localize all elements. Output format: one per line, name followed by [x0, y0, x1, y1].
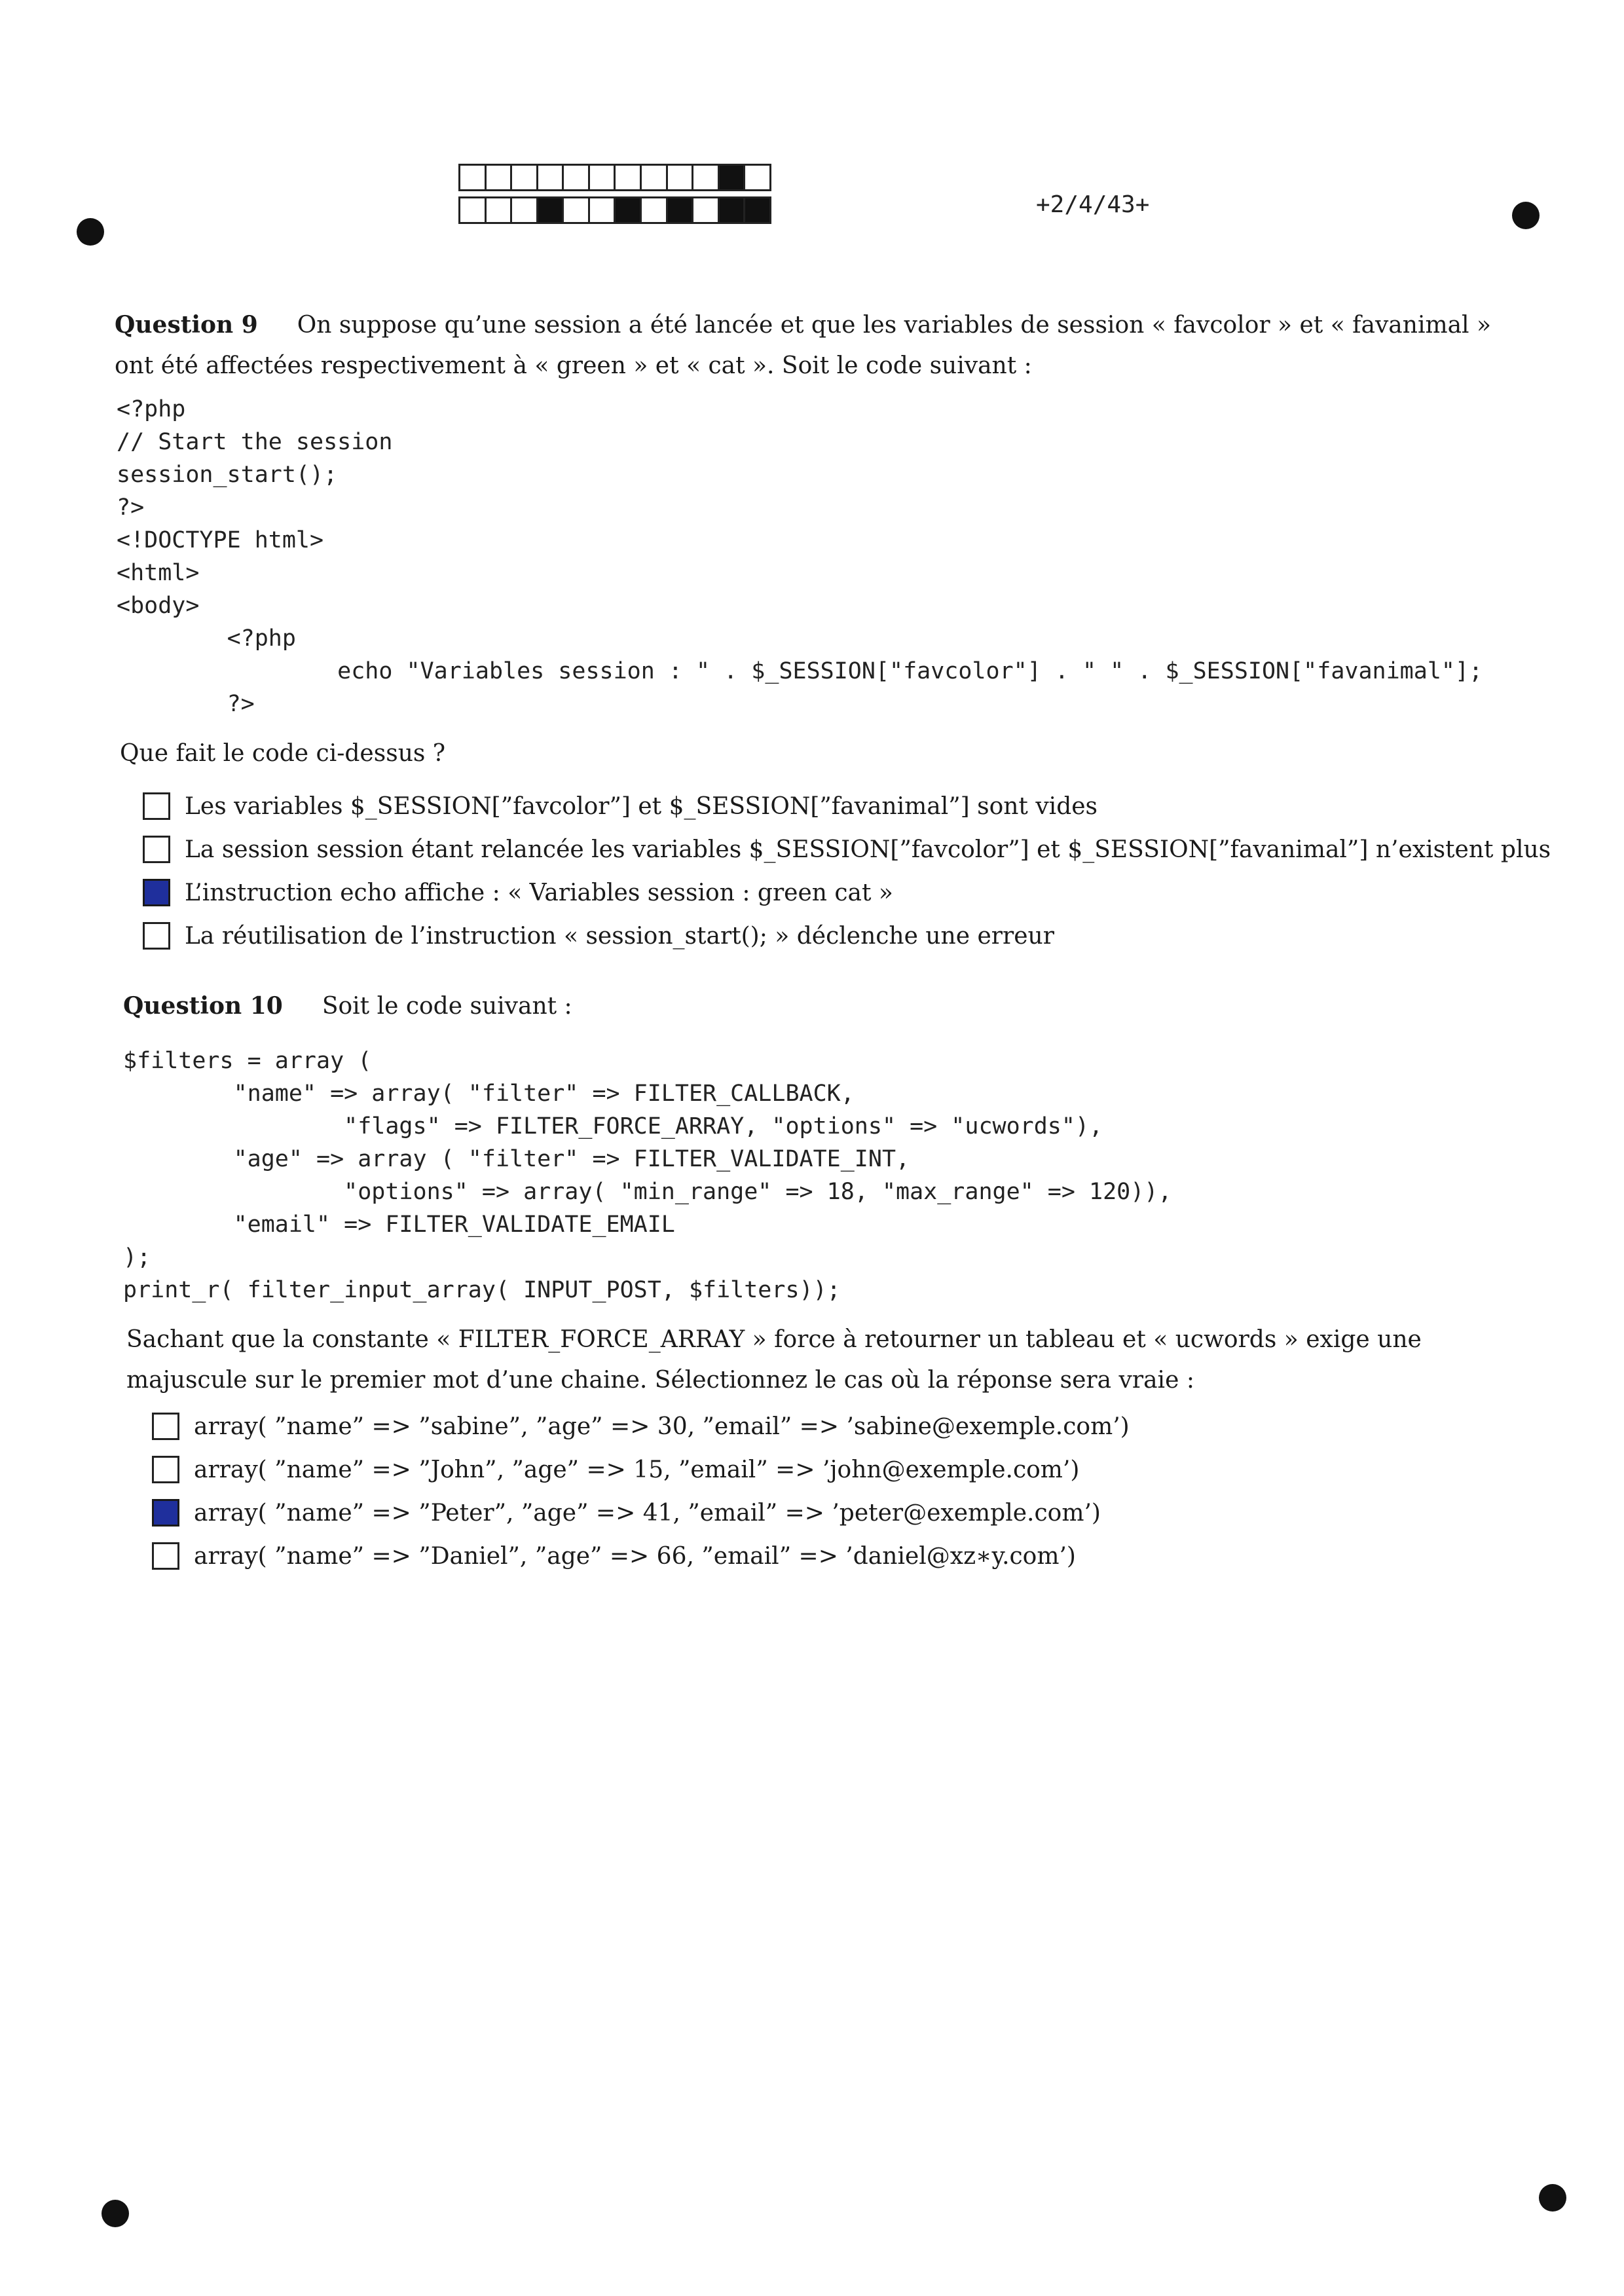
answer-option[interactable] [143, 828, 1551, 871]
question-9-prompt: Que fait le code ci-dessus ? [120, 740, 446, 767]
barcode-cell [485, 164, 513, 191]
barcode-cell [718, 164, 746, 191]
question-10-text: Soit le code suivant : [322, 993, 572, 1020]
question-10-label: Question 10 [123, 992, 283, 1020]
answer-text: Les variables $_SESSION[”favcolor”] et $_SESSION[”favanimal”] sont vides [185, 792, 1098, 820]
registration-mark-top-right [1512, 202, 1540, 229]
barcode-cell [640, 196, 668, 224]
answer-checkbox[interactable] [152, 1499, 179, 1527]
barcode-cell [458, 164, 487, 191]
answer-checkbox[interactable] [143, 879, 170, 906]
answer-option[interactable] [152, 1534, 1130, 1578]
barcode-cell [510, 196, 538, 224]
barcode-cell [562, 164, 590, 191]
barcode-cell [692, 164, 720, 191]
registration-mark-top-left [77, 218, 104, 246]
barcode-cell [743, 164, 771, 191]
barcode-cell [692, 196, 720, 224]
question-10-header [123, 986, 1531, 1027]
barcode-cell [510, 164, 538, 191]
barcode-cell [536, 196, 564, 224]
barcode-cell [562, 196, 590, 224]
answer-checkbox[interactable] [152, 1542, 179, 1570]
barcode-cell [536, 164, 564, 191]
answer-option[interactable] [143, 871, 1551, 914]
question-9-answers [143, 785, 1551, 957]
page-barcode-row-1 [458, 164, 769, 191]
answer-text: array( ”name” => ”Peter”, ”age” => 41, ”email” => ’peter@exemple.com’) [194, 1499, 1101, 1527]
barcode-cell [640, 164, 668, 191]
barcode-cell [614, 164, 642, 191]
barcode-cell [743, 196, 771, 224]
page-code: +2/4/43+ [1036, 191, 1150, 218]
question-9-label: Question 9 [115, 311, 258, 339]
answer-checkbox[interactable] [143, 792, 170, 820]
question-10-prompt: Sachant que la constante « FILTER_FORCE_ARRAY » force à retourner un tableau et « ucwords » exige une majuscule sur le premier mot d’une chaine. Sélectionnez le cas où la réponse sera vraie : [126, 1326, 1422, 1394]
barcode-cell [588, 196, 616, 224]
answer-text: array( ”name” => ”John”, ”age” => 15, ”email” => ’john@exemple.com’) [194, 1456, 1080, 1483]
answer-checkbox[interactable] [143, 836, 170, 863]
barcode-cell [588, 164, 616, 191]
question-9-text: On suppose qu’une session a été lancée et que les variables de session « favcolor » et « favanimal » ont été affectées respectivement à « green » et « cat ». Soit le code suivant : [115, 312, 1492, 379]
answer-text: La session session étant relancée les variables $_SESSION[”favcolor”] et $_SESSION[”favanimal”] n’existent plus [185, 836, 1551, 863]
barcode-cell [485, 196, 513, 224]
barcode-cell [666, 164, 694, 191]
registration-mark-bottom-right [1539, 2184, 1566, 2212]
answer-option[interactable] [143, 785, 1551, 828]
answer-checkbox[interactable] [143, 922, 170, 950]
question-10-code: $filters = array ( "name" => array( "filter" => FILTER_CALLBACK, "flags" => FILTER_FORCE_ARRAY, "options" => "ucwords"), "age" => array ( "filter" => FILTER_VALIDATE_INT, "options" => array( "min_range" => 18, "max_range" => 120)), "email" => FILTER_VALIDATE_EMAIL ); print_r( filter_input_array( INPUT_POST, $filters)); [123, 1048, 1172, 1303]
answer-checkbox[interactable] [152, 1456, 179, 1483]
answer-option[interactable] [143, 914, 1551, 957]
answer-text: La réutilisation de l’instruction « session_start(); » déclenche une erreur [185, 922, 1054, 950]
answer-option[interactable] [152, 1491, 1130, 1534]
question-9-code: <?php // Start the session session_start(); ?> <!DOCTYPE html> <html> <body> <?php echo "Variables session : " . $_SESSION["favcolor"] . " " . $_SESSION["favanimal"]; ?> [117, 396, 1483, 717]
answer-option[interactable] [152, 1405, 1130, 1448]
answer-option[interactable] [152, 1448, 1130, 1491]
barcode-cell [666, 196, 694, 224]
barcode-cell [614, 196, 642, 224]
barcode-cell [458, 196, 487, 224]
answer-text: array( ”name” => ”Daniel”, ”age” => 66, ”email” => ’daniel@xz∗y.com’) [194, 1542, 1076, 1570]
question-9-header [115, 305, 1522, 386]
question-10-answers [152, 1405, 1130, 1578]
answer-checkbox[interactable] [152, 1413, 179, 1440]
answer-text: array( ”name” => ”sabine”, ”age” => 30, ”email” => ’sabine@exemple.com’) [194, 1413, 1130, 1440]
registration-mark-bottom-left [101, 2200, 129, 2227]
barcode-cell [718, 196, 746, 224]
answer-text: L’instruction echo affiche : « Variables session : green cat » [185, 879, 893, 906]
page-barcode-row-2 [458, 196, 769, 224]
